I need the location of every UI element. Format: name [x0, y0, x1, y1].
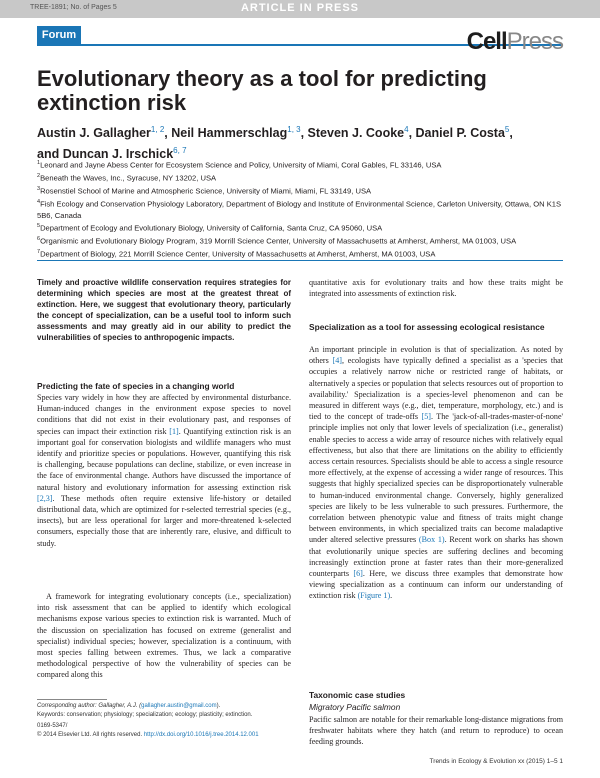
body-paragraph: Species vary widely in how they are affected by environmental disturbance. Human-induced changes in the environment expose species to novel conditions that did not exist in their evolutionary past, and responses of species can impact their extinction risk [1]. Quantifying extinction risk is an important goal for conservation biologists and wildlife managers who must identify and prioritize species or populations. However, quantifying this risk is challenging, because populations can decline, stabilize, or even increase in the face of environmental change. Authors have discussed the importance of natural history and evolutionary information for assessing extinction risk [2,3]. These methods often require extensive life-history or detailed distributional data, which are optimized for r-selected terrestrial species (e.g., insects), but are less operational for larger and more-threatened k-selected consumers, especially those that are inherently rare, elusive, and difficult to study. [37, 393, 291, 548]
abstract: Timely and proactive wildlife conservation requires strategies for determining which species are most at the greatest threat of extinction. Here, we suggest that evolutionary theory, particularly the concept of specialization, can be a useful tool to inform such assessments and may greatly aid in our ability to predict the vulnerabilities of species to anthropogenic impacts. [37, 278, 291, 342]
section-heading: Predicting the fate of species in a changing world [37, 381, 235, 391]
citation-link[interactable]: [6] [353, 569, 363, 579]
section-heading: Taxonomic case studies [309, 690, 406, 700]
affiliations [37, 158, 563, 260]
affiliation-item: $^6$Organismic and Evolutionary Biology Program, 319 Morrill Science Center, University of Massachusetts at Amherst, Amherst, MA 01003, USA [37, 236, 517, 246]
affiliation-item: $^5$Department of Ecology and Evolutionary Biology, University of California, Santa Cruz, CA 95060, USA [37, 223, 383, 233]
footnotes: Corresponding author: Gallagher, A.J. (gallagher.austin@gmail.com). Keywords: conservation; physiology; specialization; ecology; plasticity; extinction. 0169-5347/ © 2014 Elsevier Ltd. All rights reserved. http://dx.doi.org/10.1016/j.tree.2014.12.001 [37, 703, 259, 738]
article-title: Evolutionary theory as a tool for predicting extinction risk [37, 66, 487, 115]
article-in-press-banner: ARTICLE IN PRESS [240, 2, 360, 14]
body-paragraph: A framework for integrating evolutionary concepts (i.e., specialization) into risk assessment that can be applied to identify which ecological mechanisms expose various species to extinction risk is warranted. Much of the discussion on specialization has focused on extreme (generalist and specialist) individual species; however, specialization is a continuum, with most species falling between extremes. Thus, we lack a comparative methodological perspective of how the vulnerability of species can be compared along this [37, 592, 291, 680]
affiliation-item: $^2$Beneath the Waves, Inc., Syracuse, NY 13202, USA [37, 173, 217, 183]
box-link[interactable]: (Box 1) [418, 535, 445, 545]
affiliation-item: $^7$Department of Biology, 221 Morrill Science Center, University of Massachusetts at Amherst, Amherst, MA 01003, USA [37, 249, 436, 259]
footnote-divider [37, 699, 107, 700]
author-affil[interactable]: 5 [504, 125, 510, 134]
cellpress-logo [467, 28, 563, 56]
affiliation-item: $^4$Fish Ecology and Conservation Physiology Laboratory, Department of Biology and Institute of Environmental Science, Carleton University, Ottawa, ON K1S 5B6, Canada [37, 199, 562, 220]
affiliation-item: $^3$Rosenstiel School of Marine and Atmospheric Science, University of Miami, Miami, FL 33149, USA [37, 186, 372, 196]
affiliation-item: $^1$Leonard and Jayne Abess Center for Ecosystem Science and Policy, University of Miami, Coral Gables, FL 33146, USA [37, 160, 442, 170]
citation-link[interactable]: [2,3] [37, 493, 53, 503]
author-name: Neil Hammerschlag [171, 126, 288, 141]
author-name: and Duncan J. Irschick [37, 147, 174, 162]
author-affil[interactable]: 4 [404, 125, 409, 134]
affiliation-divider [37, 260, 563, 261]
logo-press: Press [506, 28, 563, 55]
author-affil[interactable]: 1, 2 [150, 125, 165, 134]
author-affil[interactable]: 1, 3 [287, 125, 301, 134]
figure-link[interactable]: (Figure 1) [357, 591, 391, 601]
section-tab-forum: Forum [37, 26, 81, 44]
article-reference: TREE-1891; No. of Pages 5 [30, 4, 117, 11]
citation-link[interactable]: [4] [332, 356, 342, 366]
doi-link[interactable]: http://dx.doi.org/10.1016/j.tree.2014.12.001 [143, 731, 259, 738]
citation-link[interactable]: [5] [421, 412, 431, 422]
citation-link[interactable]: [1] [169, 426, 179, 436]
author-affil[interactable]: 6, 7 [173, 146, 187, 156]
body-paragraph: An important principle in evolution is that of specialization. As noted by others [4], ecologists have typically defined a specialist as a 'species that occupies a relatively narrow niche or restricted range of habitats, or alternatively a species or population that selects resources out of proportion to availability.' Specialization is a species-level phenomenon and can be measured in different ways (e.g., diet, temperature, morphology, etc.) and is tied to the concept of trade-offs [5]. The 'jack-of-all-trades-master-of-none' principle implies not only that lower levels of specialization (i.e., generalist) enable species to access a wide array of resource niches with relatively equal effectiveness, but also that there are limitations on the ability to efficiently access certain resources. Specialists should be able to access a single resource more effectively, at the expense of accessing a wider range of resources. This suggests that highly specialized species can be disproportionately vulnerable to human-induced environmental change. Conversely, highly generalized species are likely to be less vulnerable to such pressures. Furthermore, the correlation between phenotypic value and fitness of traits might change between environments, in which specialized traits can become maladaptive under altered selective pressures (Box 1). Recent work on sharks has shown that evolutionarily unique species are suffering declines and becoming increasingly extinction prone at faster rates than their more-generalized counterparts [6]. Here, we discuss three examples that demonstrate how viewing specialization as a continuum can inform our understanding of extinction risk (Figure 1). [309, 345, 564, 601]
author-name: Austin J. Gallagher [37, 126, 151, 141]
author-list: Austin J. Gallagher$^{1, 2}$, Neil Hammerschlag$^{1, 3}$, Steven J. Cooke$^4$, Daniel P. Costa$^5$, and Duncan J. Irschick$^{6, 7}$ [37, 125, 513, 162]
author-name: Daniel P. Costa [415, 126, 505, 141]
section-heading: Specialization as a tool for assessing ecological resistance [309, 322, 545, 332]
author-name: Steven J. Cooke [307, 126, 405, 141]
page-footer: Trends in Ecology & Evolution xx (2015) 1–5 1 [429, 758, 563, 765]
body-paragraph: Pacific salmon are notable for their remarkable long-distance migrations from freshwater habitats where they hatch (and return to reproduce) to ocean feeding grounds. [309, 715, 563, 747]
email-link[interactable]: gallagher.austin@gmail.com [141, 703, 217, 709]
subsection-heading: Migratory Pacific salmon [309, 702, 401, 712]
logo-cell: Cell [466, 28, 507, 55]
body-paragraph: quantitative axis for evolutionary traits and how these traits might be integrated into assessments of extinction risk. [309, 278, 563, 299]
